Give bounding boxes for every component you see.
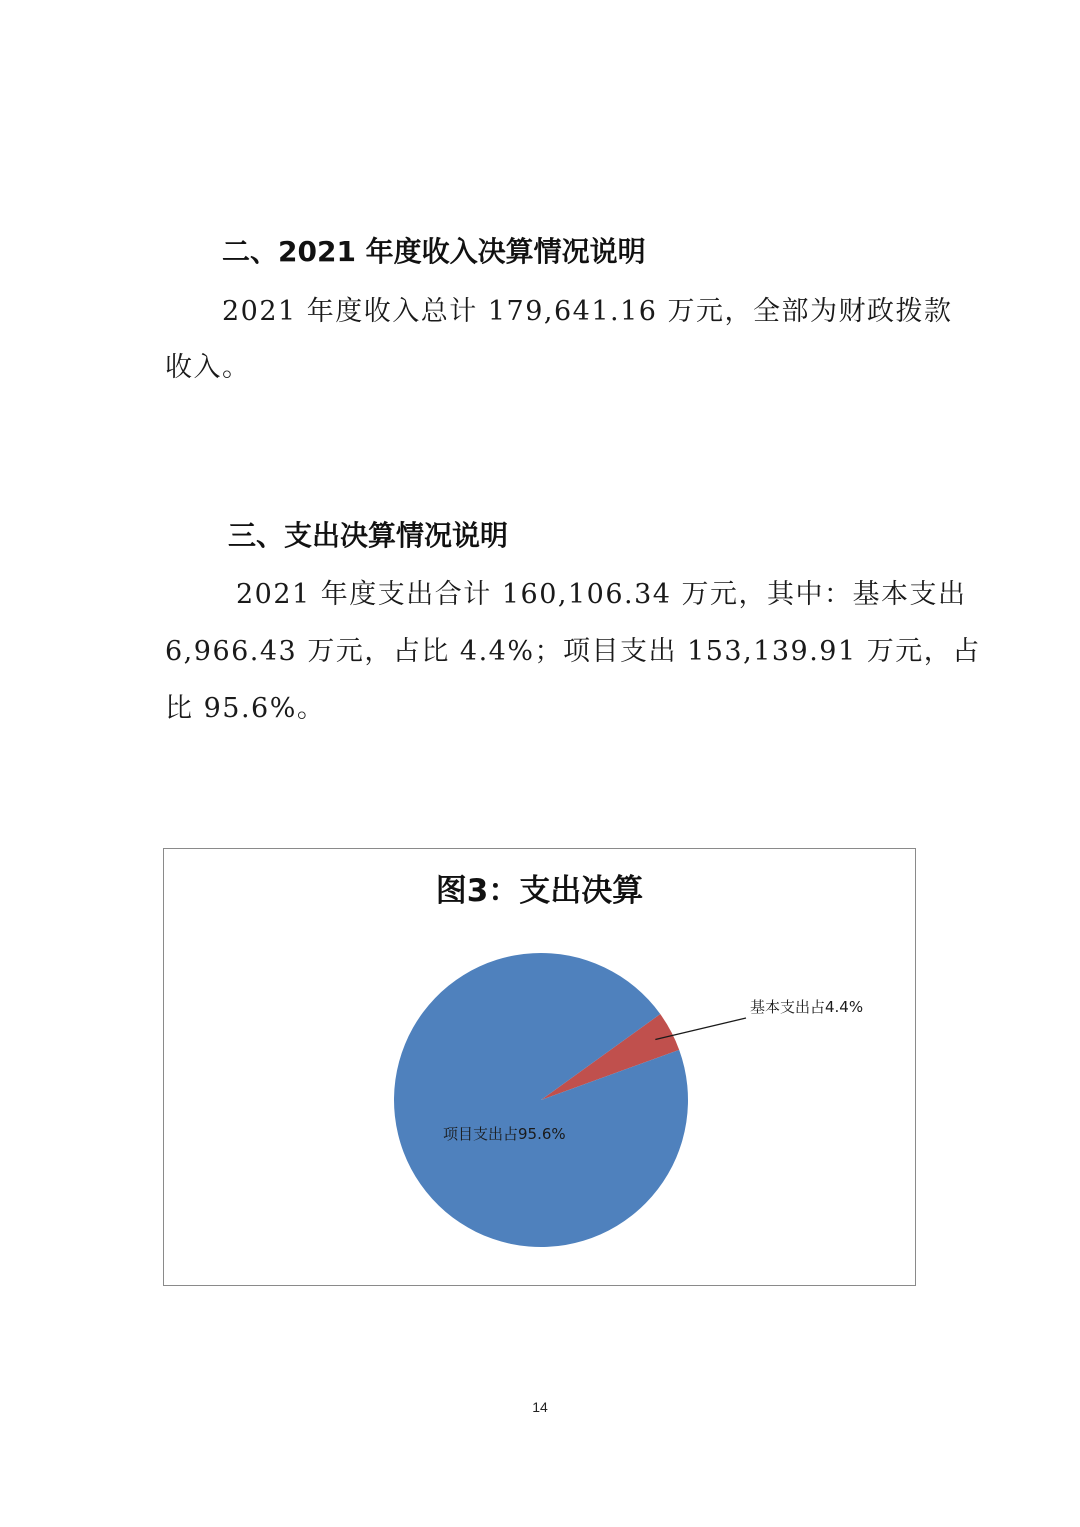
section2-heading: 二、2021 年度收入决算情况说明 bbox=[222, 235, 646, 268]
pie-label-1: 项目支出占95.6% bbox=[443, 1125, 566, 1143]
page-number: 14 bbox=[532, 1399, 548, 1415]
section2-paragraph-line2: 收入。 bbox=[165, 352, 251, 383]
section3-heading: 三、支出决算情况说明 bbox=[228, 519, 509, 552]
section3-paragraph-line3: 比 95.6%。 bbox=[165, 693, 326, 724]
pie-chart bbox=[164, 849, 915, 1285]
section3-paragraph-line2: 6,966.43 万元，占比 4.4%；项目支出 153,139.91 万元，占 bbox=[165, 636, 981, 667]
chart-title: 图3：支出决算 bbox=[435, 873, 644, 909]
pie-label-0: 基本支出占4.4% bbox=[750, 998, 864, 1016]
chart-box bbox=[163, 848, 916, 1286]
section3-paragraph-line1: 2021 年度支出合计 160,106.34 万元，其中：基本支出 bbox=[236, 579, 967, 610]
pie-slice-1 bbox=[394, 953, 688, 1247]
section2-paragraph-line1: 2021 年度收入总计 179,641.16 万元，全部为财政拨款 bbox=[222, 296, 953, 327]
